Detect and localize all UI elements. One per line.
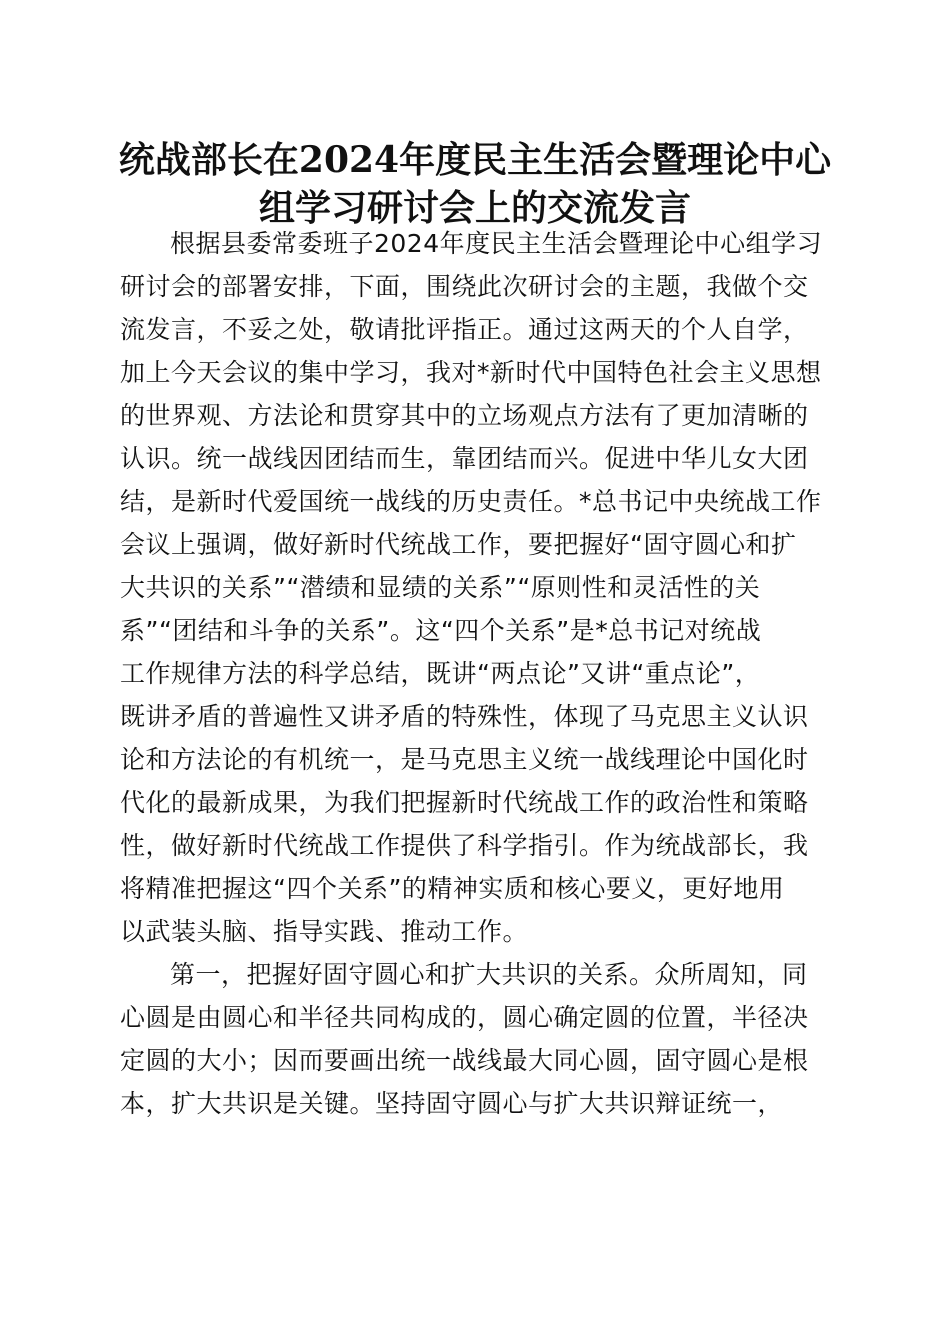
text-line: 流发言，不妥之处，敬请批评指正。通过这两天的个人自学， bbox=[120, 315, 809, 344]
text-line: 系”“团结和斗争的关系”。这“四个关系”是*总书记对统战 bbox=[120, 616, 762, 645]
text-line: 工作规律方法的科学总结，既讲“两点论”又讲“重点论”， bbox=[120, 659, 761, 688]
text-line: 第一，把握好固守圆心和扩大共识的关系。众所周知，同 bbox=[170, 960, 808, 989]
text-line: 认识。统一战线因团结而生，靠团结而兴。促进中华儿女大团 bbox=[120, 444, 809, 473]
text-line: 结，是新时代爱国统一战线的历史责任。*总书记中央统战工作 bbox=[120, 487, 822, 516]
text-line: 会议上强调，做好新时代统战工作，要把握好“固守圆心和扩 bbox=[120, 530, 797, 559]
text-line: 以武装头脑、指导实践、推动工作。 bbox=[120, 917, 529, 946]
text-line: 既讲矛盾的普遍性又讲矛盾的特殊性，体现了马克思主义认识 bbox=[120, 702, 809, 731]
text-line: 本，扩大共识是关键。坚持固守圆心与扩大共识辩证统一， bbox=[120, 1089, 784, 1118]
text-line: 将精准把握这“四个关系”的精神实质和核心要义，更好地用 bbox=[120, 874, 785, 903]
text-line: 大共识的关系”“潜绩和显绩的关系”“原则性和灵活性的关 bbox=[120, 573, 761, 602]
text-line: 性，做好新时代统战工作提供了科学指引。作为统战部长，我 bbox=[120, 831, 809, 860]
text-line: 加上今天会议的集中学习，我对*新时代中国特色社会主义思想 bbox=[120, 358, 822, 387]
text-line: 代化的最新成果，为我们把握新时代统战工作的政治性和策略 bbox=[120, 788, 809, 817]
text-line: 论和方法论的有机统一，是马克思主义统一战线理论中国化时 bbox=[120, 745, 809, 774]
paragraph-intro bbox=[120, 222, 840, 953]
document-title-line-1: 统战部长在2024年度民主生活会暨理论中心 bbox=[118, 139, 832, 181]
text-line: 心圆是由圆心和半径共同构成的，圆心确定圆的位置，半径决 bbox=[120, 1003, 809, 1032]
document-body bbox=[120, 222, 840, 1125]
document-title-line-2: 组学习研讨会上的交流发言 bbox=[258, 187, 691, 229]
text-line: 定圆的大小；因而要画出统一战线最大同心圆，固守圆心是根 bbox=[120, 1046, 809, 1075]
text-line: 的世界观、方法论和贯穿其中的立场观点方法有了更加清晰的 bbox=[120, 401, 809, 430]
text-line: 研讨会的部署安排，下面，围绕此次研讨会的主题，我做个交 bbox=[120, 272, 809, 301]
paragraph-first-point bbox=[120, 953, 840, 1125]
text-line: 根据县委常委班子2024年度民主生活会暨理论中心组学习 bbox=[170, 229, 823, 258]
